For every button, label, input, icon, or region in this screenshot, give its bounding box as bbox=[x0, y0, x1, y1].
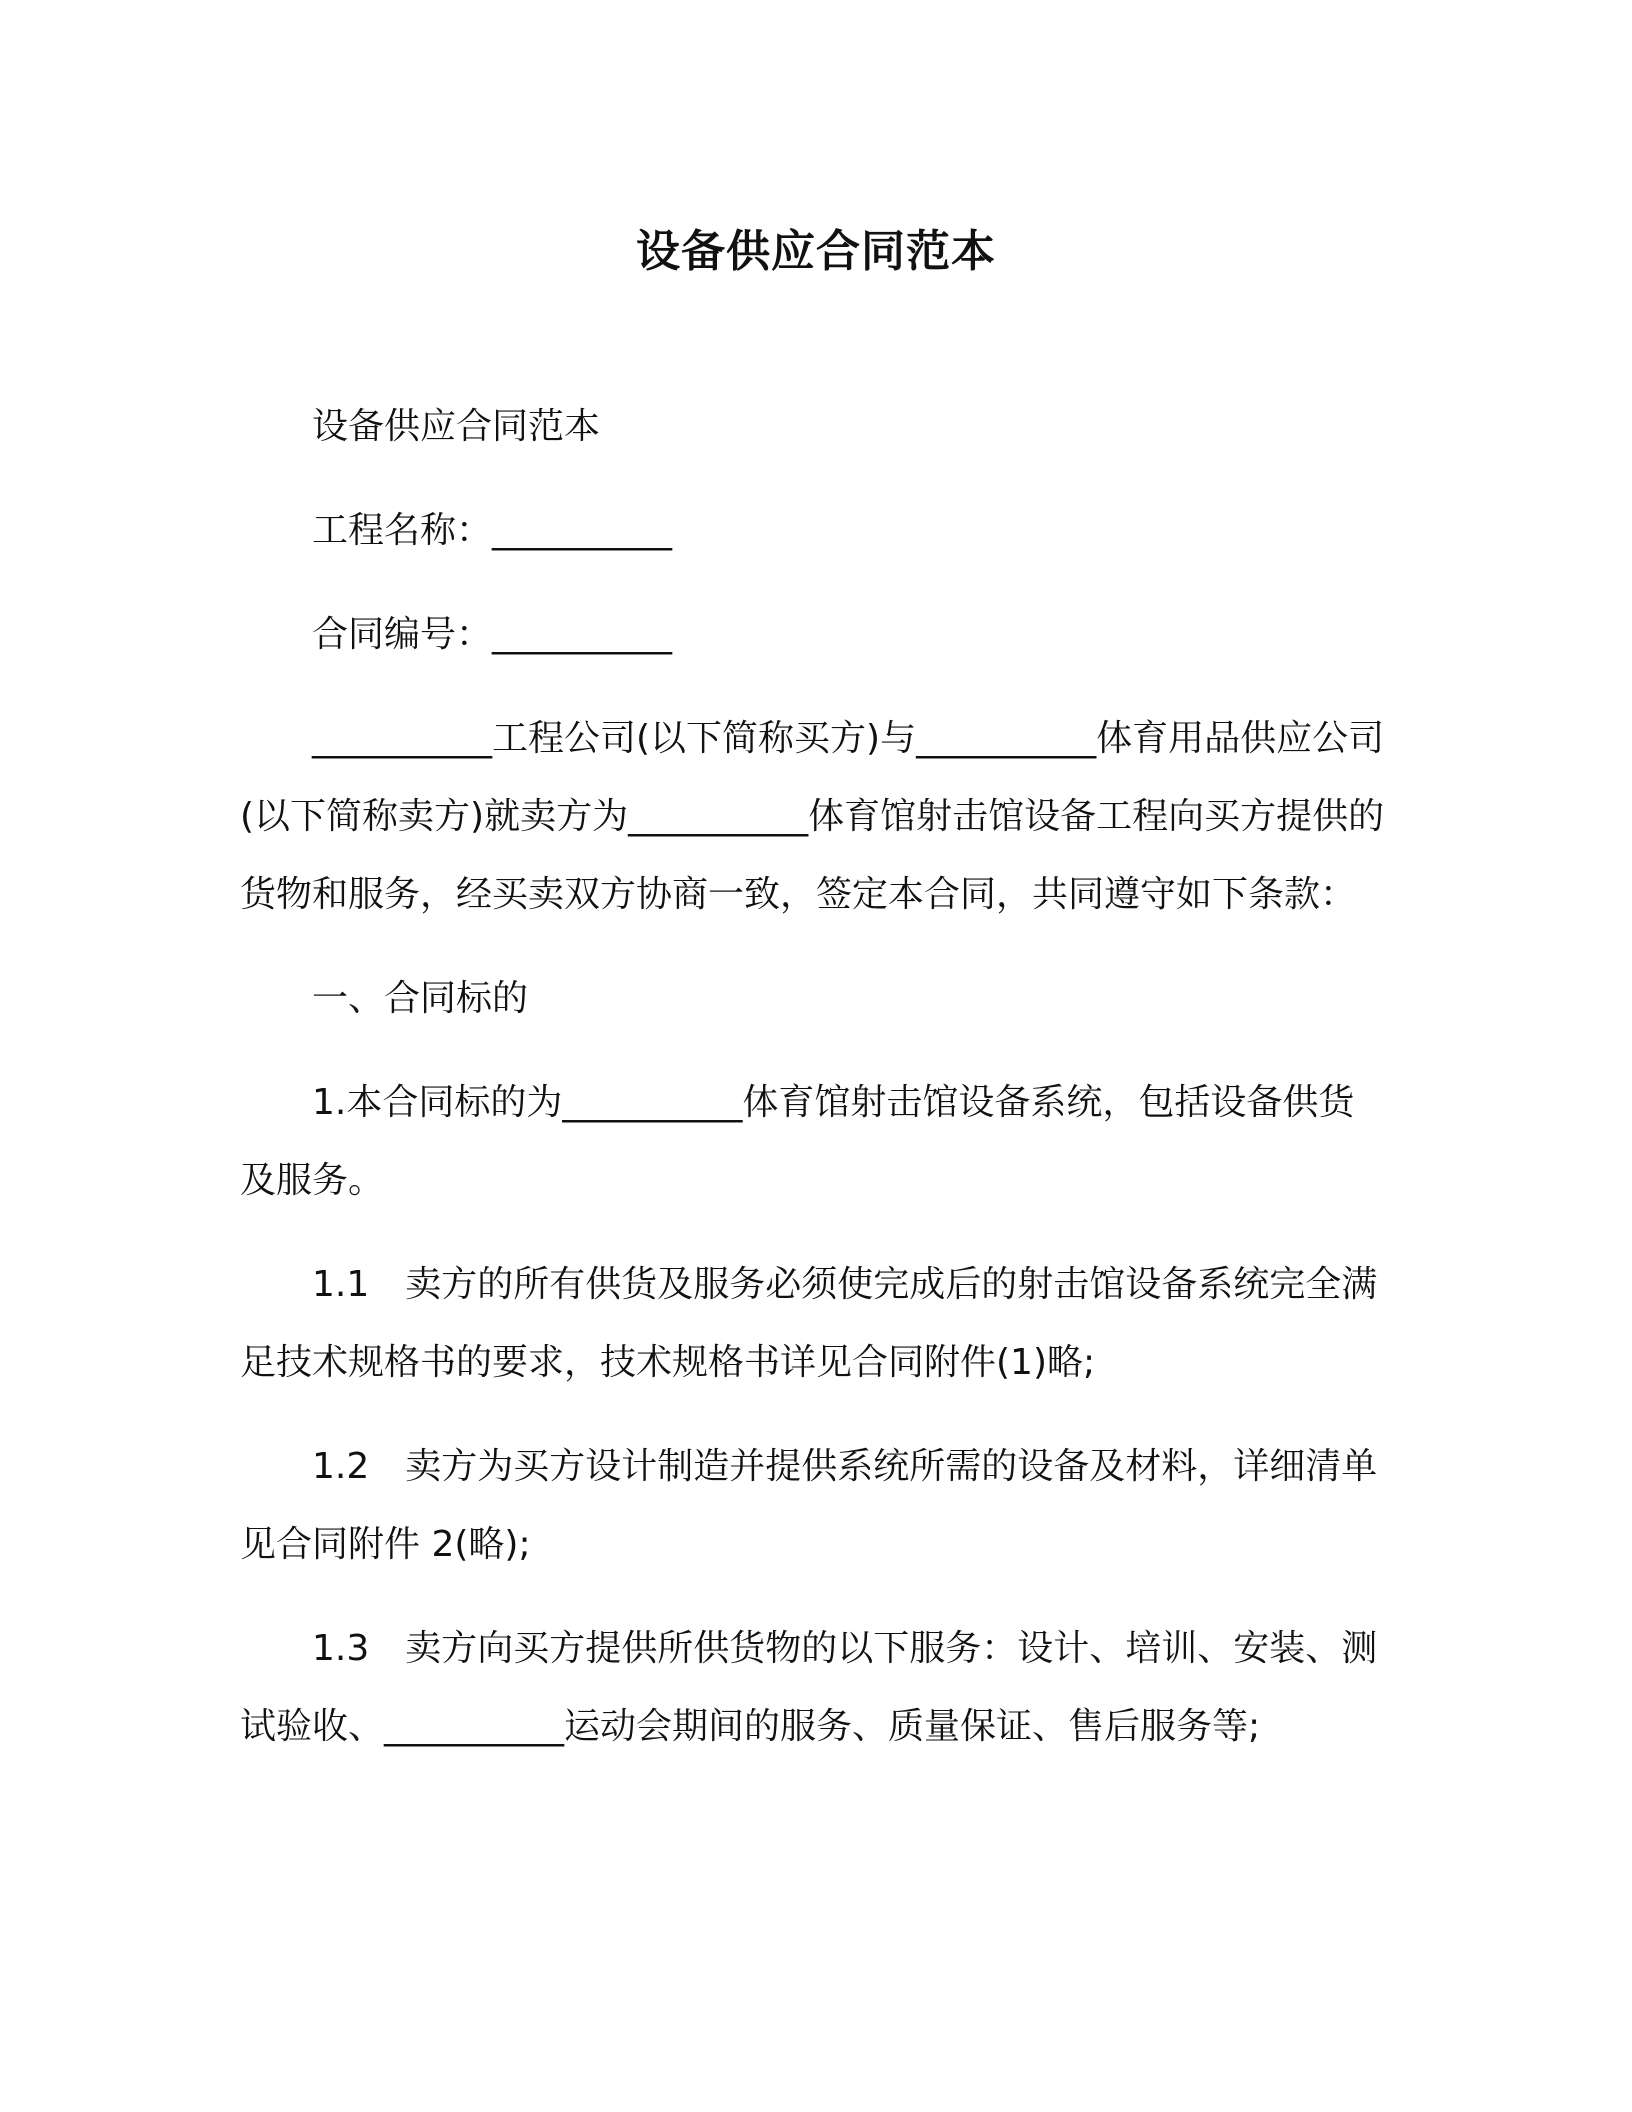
intro-paragraph: __________工程公司(以下简称买方)与__________体育用品供应公司(以下简称卖方)就卖方为__________体育馆射击馆设备工程向买方提供的货物和服务，经买卖双方协商一致，签定本合同，共同遵守如下条款： bbox=[240, 718, 1385, 915]
clause-1: 1.本合同标的为__________体育馆射击馆设备系统，包括设备供货及服务。 bbox=[240, 1082, 1355, 1201]
section-heading-contract-subject: 一、合同标的 bbox=[312, 978, 529, 1019]
document-body bbox=[240, 388, 1390, 1792]
subtitle-paragraph: 设备供应合同范本 bbox=[312, 406, 601, 447]
clause-1-2: 1.2 卖方为买方设计制造并提供系统所需的设备及材料，详细清单见合同附件 2(略); bbox=[240, 1446, 1378, 1565]
document-title: 设备供应合同范本 bbox=[636, 226, 996, 277]
contract-number-line: 合同编号：__________ bbox=[312, 614, 673, 655]
clause-1-3: 1.3 卖方向买方提供所供货物的以下服务：设计、培训、安装、测试验收、__________运动会期间的服务、质量保证、售后服务等; bbox=[240, 1628, 1378, 1747]
clause-1-1: 1.1 卖方的所有供货及服务必须使完成后的射击馆设备系统完全满足技术规格书的要求，技术规格书详见合同附件(1)略; bbox=[240, 1264, 1378, 1383]
project-name-line: 工程名称：__________ bbox=[312, 510, 673, 551]
